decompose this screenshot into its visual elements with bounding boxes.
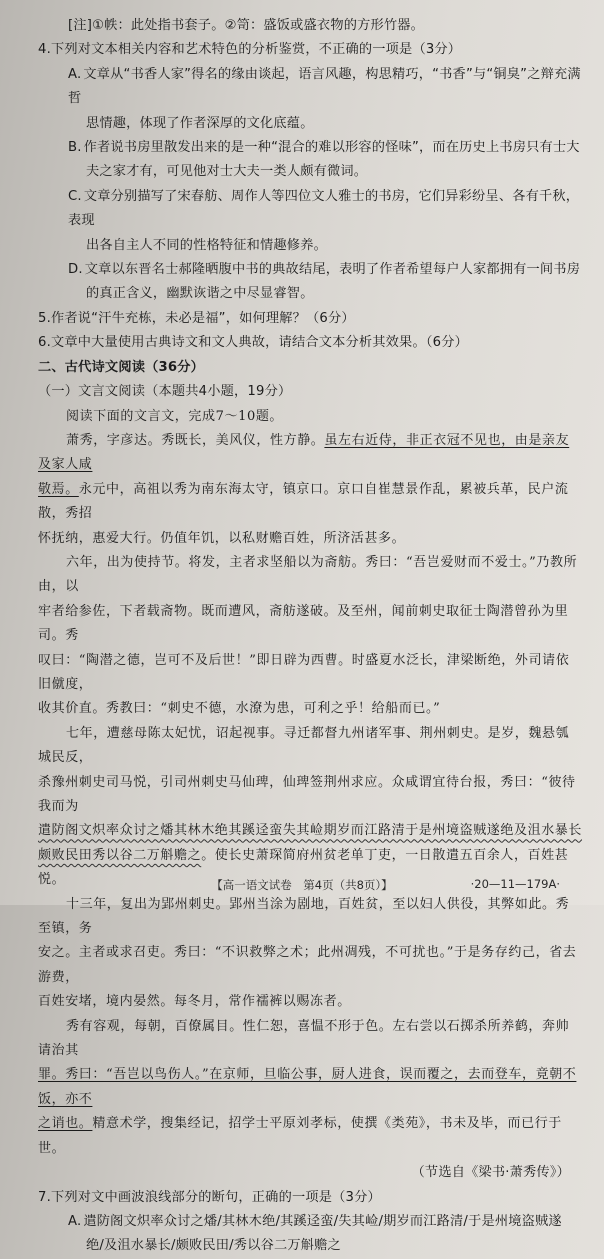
q4-option-a-line2: 思情趣，体现了作者深厚的文化底蕴。 [86,115,314,131]
q4-option-d-text: 文章以东晋名士郝隆晒腹中书的典故结尾，表明了作者希望每户人家都拥有一间书房 [84,262,581,278]
underlined-text: 之诮也。 [38,1116,93,1132]
passage-p2-line4: 收其价直。秀教曰：“刺史不德，水潦为患，可利之乎！给船而已。” [38,701,441,717]
question-6: 6.文章中大量使用古典诗文和文人典故，请结合文本分析其效果。（6分） [38,335,468,351]
page-footer [0,877,604,899]
q4-option-b-lead: B. [68,140,82,156]
passage-p3-line1: 七年，遭慈母陈太妃忧，诏起视事。寻迁都督九州诸军事、荆州刺史。是岁，魏悬瓠城民反， [38,725,570,766]
q7-option-a-line2: 绝/及沮水暴长/颇败民田/秀以谷二万斛赡之 [86,1238,341,1254]
q4-option-c-lead: C. [68,188,82,204]
passage-text: 萧秀，字彦达。秀既长，美风仪，性方静。 [66,432,325,448]
passage-p2-line1: 六年，出为使持节。将发，主者求坚船以为斋舫。秀曰：“吾岂爱财而不爱士。”乃教所由，以 [38,554,578,595]
underlined-text: 罪。秀曰：“吾岂以鸟伤人。”在京师，旦临公事，厨人进食，误而覆之，去而登车，竟朝不饭，亦不 [38,1067,577,1107]
q4-option-b-line1 [38,136,582,160]
underlined-text: 虽左右近侍，非正衣冠不见也，由是亲友及家人咸 [38,432,570,473]
passage-source: （节选自《梁书·萧秀传》） [411,1165,570,1181]
passage-p5-line1: 秀有容观，每朝，百僚属目。性仁恕，喜愠不形于色。左右尝以石掷杀所养鹤，奔帅请治其 [38,1018,570,1059]
q4-option-a-text: 文章从“书香人家”得名的缘由谈起，语言风趣，构思精巧，“书香”与“铜臭”之辩充满哲 [68,66,581,107]
q4-option-b-line2: 夫之家才有，可见他对士大夫一类人颇有微词。 [86,164,368,180]
reading-instruction: 阅读下面的文言文，完成7～10题。 [66,408,284,424]
footer-exam-code: ·20—11—179A· [470,877,560,891]
q7-option-a-text: 遣防阁文炽率众讨之燔/其林木绝/其蹊迳蛮/失其崄/期岁而江路清/于是州境盗贼遂 [83,1213,562,1229]
question-5: 5.作者说“汗牛充栋，未必是福”，如何理解？（6分） [38,310,355,326]
passage-p2-line3: 叹曰：“陶潜之德，岂可不及后世！”即日辟为西曹。时盛夏水泛长，津梁断绝，外司请依旧僦度， [38,652,570,692]
q7-option-a-line1 [38,1210,582,1234]
passage-text: 永元中，高祖以秀为南东海太守，镇京口。京口自崔慧景作乱，累被兵革，民户流散，秀招 [38,481,569,522]
q4-option-c-text: 文章分别描写了宋春舫、周作人等四位文人雅士的书房，它们异彩纷呈、各有千秋，表现 [68,188,580,229]
question-7-stem: 7.下列对文中画波浪线部分的断句，正确的一项是（3分） [38,1189,381,1205]
passage-text: 精意术学，搜集经记，招学士平原刘孝标，使撰《类苑》，书未及毕，而已行于世。 [38,1116,562,1156]
passage-p3-line3 [38,819,582,843]
wavy-underlined-text: 遣防阁文炽率众讨之燔其林木绝其蹊迳蛮失其崄期岁而江路清于是州境盗贼遂绝及沮水暴长 [38,823,583,839]
passage-p4-line1: 十三年，复出为郢州刺史。郢州当涂为剧地，百姓贫，至以妇人供役，其弊如此。秀至镇，务 [38,896,570,937]
section-heading: 二、古代诗文阅读（36分） [38,359,205,375]
q7-option-a-lead: A. [68,1213,82,1229]
q4-option-c-line2: 出各自主人不同的性格特征和情趣修养。 [86,237,327,253]
passage-p3-line2: 杀豫州刺史司马悦，引司州刺史马仙琕，仙琕签荆州求应。众咸谓宜待台报，秀曰：“彼待我而为 [38,774,576,814]
question-4-stem: 4.下列对文本相关内容和艺术特色的分析鉴赏，不正确的一项是（3分） [38,42,462,58]
passage-p5-line3 [38,1112,582,1161]
q4-option-d-line2: 的真正含义，幽默诙谐之中尽显睿智。 [86,286,314,302]
q4-option-a-lead: A. [68,66,82,82]
q4-option-d-line1 [38,258,582,282]
passage-p1-line2 [38,478,582,527]
passage-p1-line1 [38,429,582,478]
passage-p5-line2 [38,1063,582,1112]
q4-option-b-text: 作者说书房里散发出来的是一种“混合的难以形容的怪味”，而在历史上书房只有士大 [83,140,580,156]
subsection-heading: （一）文言文阅读（本题共4小题，19分） [38,384,292,400]
passage-p4-line3: 百姓安堵，境内晏然。每冬月，常作襦裤以赐冻者。 [38,994,351,1010]
annotation-note: [注]①帙：此处指书套子。②笥：盛饭或盛衣物的方形竹器。 [68,18,425,33]
passage-p4-line2: 安之。主者或求召吏。秀曰：“不识救弊之术；此州凋残，不可扰也。”于是务存约己，省去游费， [38,945,577,985]
q4-option-a-line1 [38,63,582,112]
passage-p1-line3: 怀抚纳，惠爱大行。仍值年饥，以私财赡百姓，所济活甚多。 [38,530,406,546]
passage-text: 。使长史萧琛简府州贫老单丁吏，一日散遣五百余人，百姓甚悦。 [38,847,569,888]
passage-p2-line2: 牢者给参佐，下者载斋物。既而遭风，斋舫遂破。及至州，闻前刺史取征士陶潜曾孙为里司。秀 [38,603,569,644]
underlined-text: 敬焉。 [38,481,79,497]
q4-option-c-line1 [38,185,582,234]
footer-page-info: 【高一语文试卷 第4页（共8页）】 [211,878,393,892]
wavy-underlined-text: 颇败民田秀以谷二万斛赡之 [38,847,202,863]
q4-option-d-lead: D. [68,262,83,278]
